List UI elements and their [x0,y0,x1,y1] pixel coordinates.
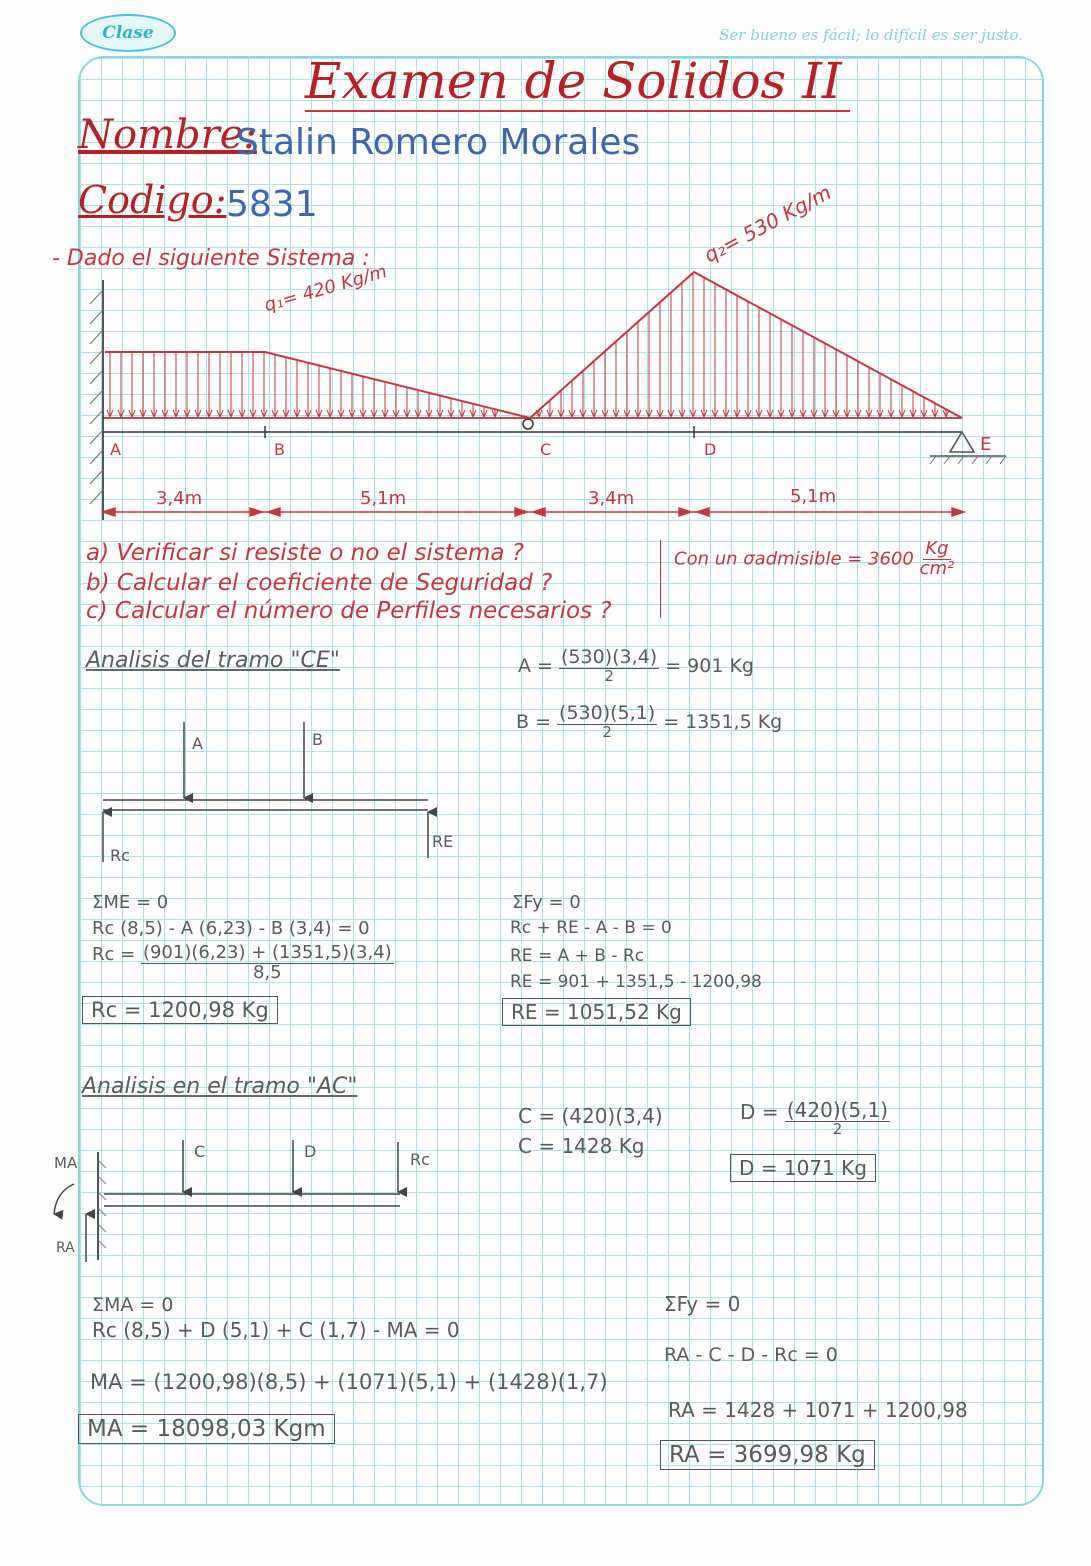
load-q2-label: q₂= 530 Kg/m [700,180,836,268]
ac-ra-result: RA = 3699,98 Kg [660,1440,875,1470]
span-AB: 3,4m [156,488,203,509]
fbd-ac-label-D: D [304,1142,317,1161]
point-A: A [110,440,121,459]
load-B-result: = 1351,5 Kg [663,710,783,733]
fbd-ce-label-A: A [192,734,203,753]
ce-rc-num: (901)(6,23) + (1351,5)(3,4) [142,942,392,963]
load-C-l1: C = (420)(3,4) [518,1104,663,1128]
ce-moment-l2: Rc (8,5) - A (6,23) - B (3,4) = 0 [92,918,370,939]
question-c: c) Calcular el número de Perfiles necesarios ? [86,598,612,624]
load-A-lhs: A = [518,654,553,677]
ac-moment-l2: Rc (8,5) + D (5,1) + C (1,7) - MA = 0 [92,1318,460,1342]
ac-moment-l3: MA = (1200,98)(8,5) + (1071)(5,1) + (1428)(1,7) [90,1370,608,1394]
fbd-ac-label-Rc: Rc [410,1150,430,1169]
code-value: 5831 [226,184,318,225]
page-motto: Ser bueno es fácil; lo difícil es ser justo. [719,26,1023,44]
ce-rc-lhs: Rc = [92,944,136,965]
name-label: Nombre: [78,112,257,158]
load-D-result: D = 1071 Kg [730,1154,876,1182]
ce-rc-result: Rc = 1200,98 Kg [82,996,278,1024]
load-A-num: (530)(3,4) [561,646,658,668]
fbd-ce-label-Rc: Rc [110,846,130,865]
point-E: E [980,434,992,455]
fbd-ce-label-B: B [312,730,323,749]
exam-title: Examen de Solidos II [305,52,850,112]
condition-prefix: Con un σadmisible = 3600 [674,548,914,570]
ce-force-l2: Rc + RE - A - B = 0 [510,918,672,938]
ce-moment-l1: ΣME = 0 [92,892,169,913]
ac-ma-result: MA = 18098,03 Kgm [78,1414,335,1444]
ac-force-l2: RA - C - D - Rc = 0 [664,1344,838,1366]
tramo-ce-heading: Analisis del tramo "CE" [86,648,340,673]
ce-force-l4: RE = 901 + 1351,5 - 1200,98 [510,972,762,992]
span-BC: 5,1m [360,488,407,509]
fbd-ce-label-RE: RE [432,832,454,851]
ce-force-l1: ΣFy = 0 [512,892,581,913]
brand-logo: Clase [80,14,176,52]
load-D-den: 2 [832,1120,843,1138]
ac-moment-l1: ΣMA = 0 [92,1294,174,1316]
span-CD: 3,4m [588,488,635,509]
ce-force-l3: RE = A + B - Rc [510,946,645,966]
load-B-num: (530)(5,1) [559,702,656,724]
load-q1-label: q₁= 420 Kg/m [262,261,390,317]
question-b: b) Calcular el coeficiente de Seguridad ? [86,570,553,596]
load-B-lhs: B = [516,710,551,733]
load-D-lhs: D = [740,1100,779,1124]
condition-unit-num: Kg [925,538,949,559]
fbd-ac-label-MA: MA [54,1154,78,1172]
question-a: a) Verificar si resiste o no el sistema ? [86,540,524,566]
point-B: B [274,440,285,459]
intro-text: - Dado el siguiente Sistema : [52,246,370,271]
load-A-den: 2 [604,666,614,685]
ac-force-l3: RA = 1428 + 1071 + 1200,98 [668,1398,968,1422]
span-DE: 5,1m [790,486,837,507]
condition-unit-den: cm² [919,557,955,579]
tramo-ac-heading: Analisis en el tramo "AC" [82,1074,358,1099]
ce-rc-den: 8,5 [253,961,282,983]
load-A-result: = 901 Kg [665,654,754,677]
point-D: D [704,440,717,459]
point-C: C [540,440,552,459]
ce-re-result: RE = 1051,52 Kg [502,998,691,1026]
fbd-ac-label-RA: RA [56,1240,75,1256]
ac-force-l1: ΣFy = 0 [664,1292,741,1316]
load-B-den: 2 [602,722,612,741]
load-D-num: (420)(5,1) [786,1098,889,1122]
load-C-l2: C = 1428 Kg [518,1134,645,1158]
fbd-ac-label-C: C [194,1142,206,1161]
code-label: Codigo: [78,178,227,222]
name-value: Stalin Romero Morales [236,122,641,163]
